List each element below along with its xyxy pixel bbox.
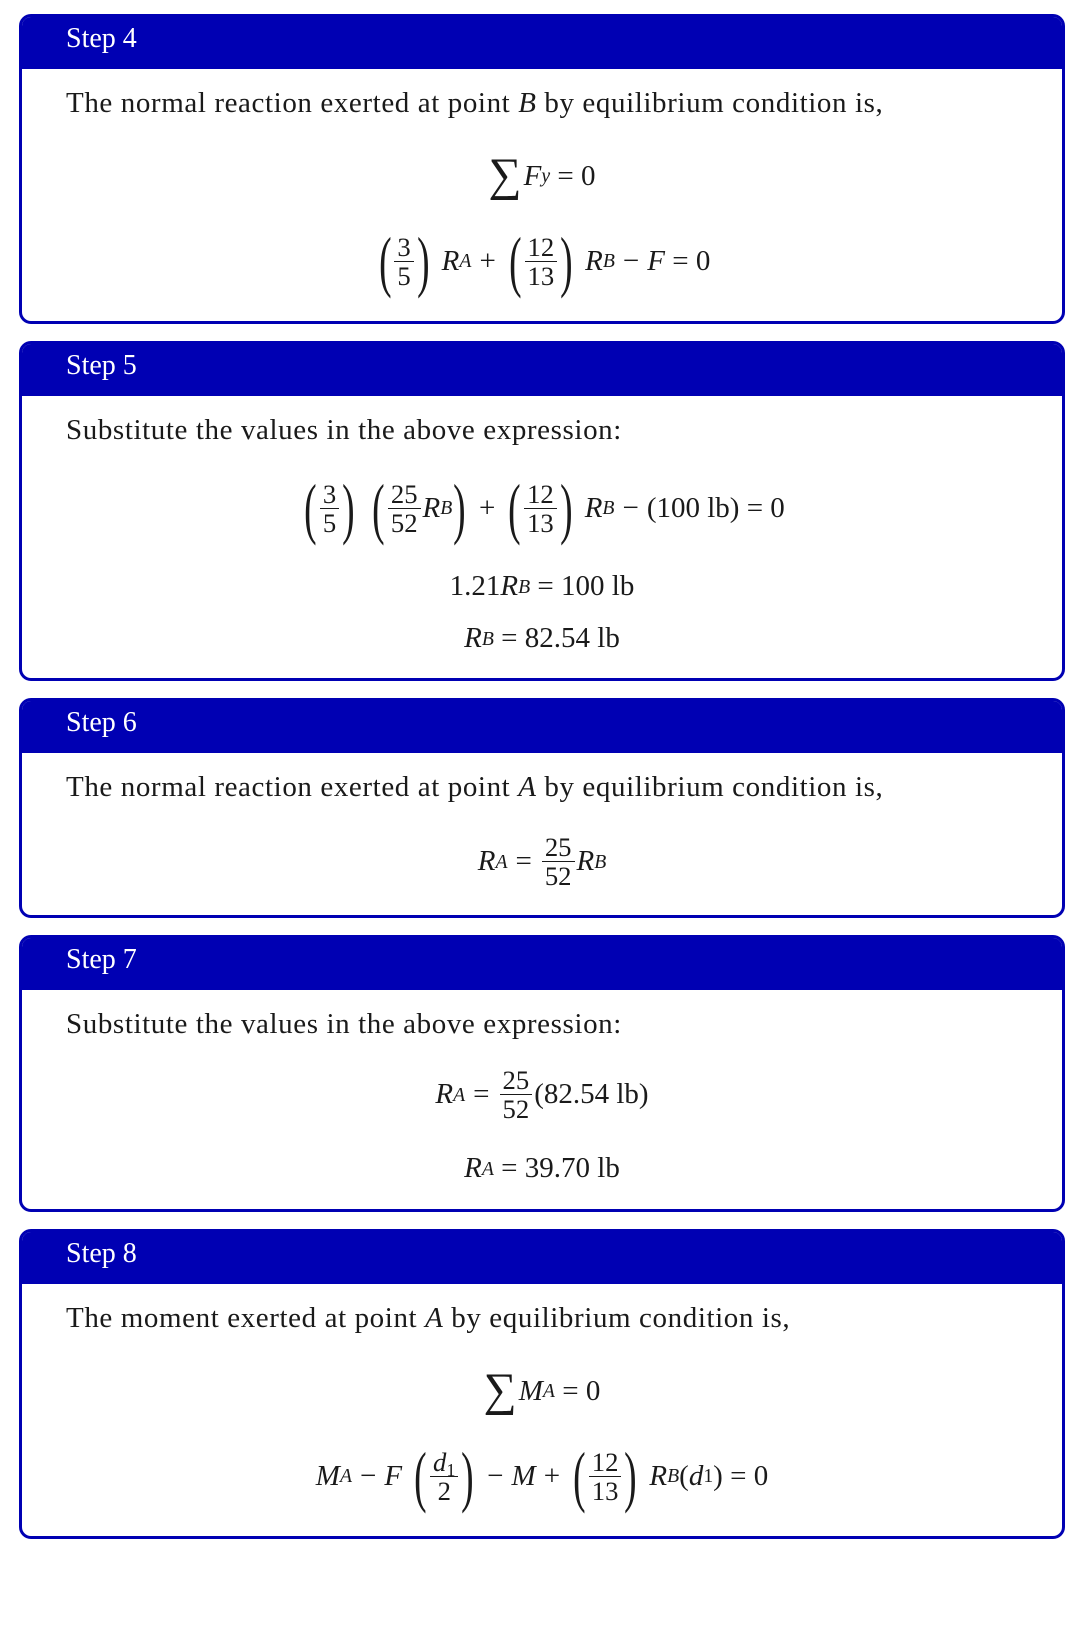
equation: M A − F ( $\frac{d_1}{2}$ ) − M + ( $\frac{12}{13}$ ) R B ( d 1 ) = 0 bbox=[22, 1442, 1062, 1510]
step-text: Substitute the values in the above expression: bbox=[66, 414, 622, 446]
step-header bbox=[22, 938, 1062, 990]
step-label: Step 6 bbox=[66, 707, 137, 738]
equation: ∑ F y = 0 bbox=[488, 150, 596, 201]
step-card-4 bbox=[19, 14, 1065, 324]
equation: 1.21 R B = 100 lb bbox=[449, 570, 635, 602]
step-label: Step 4 bbox=[66, 23, 137, 54]
step-text: The moment exerted at point A by equilibrium condition is, bbox=[66, 1302, 791, 1334]
equation: ∑ M A = 0 bbox=[483, 1365, 601, 1416]
step-header bbox=[22, 701, 1062, 753]
step-label: Step 7 bbox=[66, 944, 137, 975]
step-text: The normal reaction exerted at point B by equilibrium condition is, bbox=[66, 87, 884, 119]
step-card-5 bbox=[19, 341, 1065, 681]
equation: R A = $\frac{25}{52}$ (82.54 lb) bbox=[435, 1065, 649, 1125]
step-header bbox=[22, 1232, 1062, 1284]
equation: ( $\frac{3}{5}$ ) ( $\frac{25}{52}$ R B ) + ( $\frac{12}{13}$ ) R B − (100 lb) = 0 bbox=[22, 474, 1062, 542]
step-card-6 bbox=[19, 698, 1065, 918]
step-card-8 bbox=[19, 1229, 1065, 1539]
step-header bbox=[22, 17, 1062, 69]
equation: R A = $\frac{25}{52}$ R B bbox=[477, 832, 607, 892]
sum-symbol: ∑ bbox=[488, 150, 522, 201]
step-text: Substitute the values in the above expression: bbox=[66, 1008, 622, 1040]
step-text: The normal reaction exerted at point A by equilibrium condition is, bbox=[66, 771, 884, 803]
step-label: Step 5 bbox=[66, 350, 137, 381]
sum-symbol: ∑ bbox=[483, 1365, 517, 1416]
equation: R B = 82.54 lb bbox=[464, 622, 620, 654]
equation: R A = 39.70 lb bbox=[464, 1152, 620, 1184]
step-header bbox=[22, 344, 1062, 396]
step-label: Step 8 bbox=[66, 1238, 137, 1269]
step-card-7 bbox=[19, 935, 1065, 1212]
equation: ( $\frac{3}{5}$ ) R A + ( $\frac{12}{13}$ ) R B − F = 0 bbox=[22, 227, 1062, 295]
